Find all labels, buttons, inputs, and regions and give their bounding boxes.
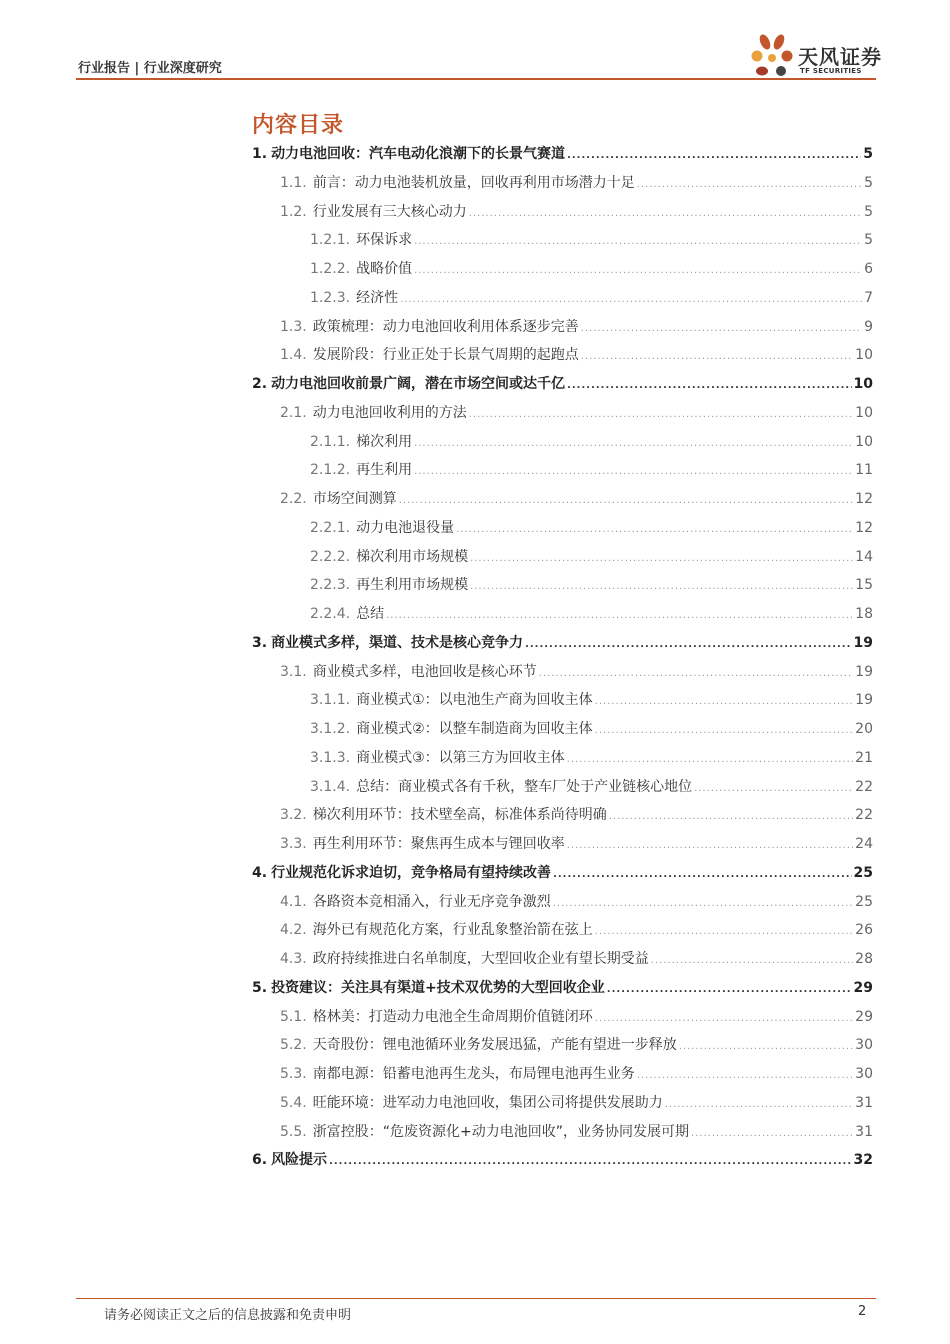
toc-dot-leader [414, 438, 853, 449]
toc-entry[interactable] [280, 402, 873, 422]
toc-entry-title: 梯次利用市场规模 [356, 548, 469, 565]
toc-dot-leader [553, 898, 853, 909]
toc-entry[interactable] [310, 776, 873, 796]
toc-entry-page: 29 [853, 979, 873, 996]
toc-entry-title: 商业模式多样，渠道、技术是核心竞争力 [271, 634, 524, 651]
toc-entry-number: 5.4. [280, 1094, 307, 1111]
toc-entry-page: 32 [853, 1152, 873, 1169]
toc-entry-title: 再生利用市场规模 [356, 577, 469, 594]
toc-entry-number: 3. [252, 634, 268, 651]
toc-dot-leader [665, 1099, 853, 1110]
toc-entry-number: 2.1.1. [310, 433, 351, 450]
toc-entry-page: 12 [855, 491, 873, 507]
toc-entry-title: 市场空间测算 [312, 491, 397, 507]
toc-entry-number: 3.1. [280, 663, 307, 680]
toc-entry[interactable] [252, 977, 873, 997]
toc-entry-number: 2.2. [280, 491, 307, 507]
toc-entry-number: 2.2.1. [310, 519, 351, 536]
toc-entry[interactable] [280, 891, 873, 911]
toc-dot-leader [609, 811, 853, 822]
toc-dot-leader [414, 265, 862, 276]
toc-dot-leader [414, 466, 853, 477]
toc-entry[interactable] [252, 143, 873, 163]
toc-entry-number: 1. [252, 146, 268, 162]
toc-dot-leader [694, 783, 853, 794]
toc-entry-page: 31 [855, 1094, 873, 1111]
footer-page-number: 2 [858, 1304, 867, 1319]
toc-entry-page: 22 [855, 778, 873, 795]
toc-entry-title: 旺能环境：进军动力电池回收，集团公司将提供发展助力 [312, 1094, 663, 1111]
toc-entry-number: 2.2.3. [310, 577, 351, 594]
toc-entry-title: 动力电池回收前景广阔，潜在市场空间或达千亿 [271, 376, 566, 392]
toc-entry[interactable] [280, 804, 873, 824]
toc-entry[interactable] [280, 1121, 873, 1141]
toc-entry-page: 25 [853, 864, 873, 881]
toc-entry-number: 2.1. [280, 404, 307, 421]
toc-entry-number: 2. [252, 376, 268, 392]
toc-dot-leader [386, 610, 853, 621]
toc-entry[interactable] [310, 229, 873, 249]
toc-entry-number: 1.2. [280, 203, 307, 220]
toc-entry-number: 2.1.2. [310, 462, 351, 479]
toc-dot-leader [595, 926, 853, 937]
toc-entry-number: 5.1. [280, 1008, 307, 1025]
toc-dot-leader [470, 581, 853, 592]
toc-entry-title: 总结：商业模式各有千秋，整车厂处于产业链核心地位 [356, 778, 693, 795]
toc-entry-number: 4.1. [280, 893, 307, 910]
report-category: 行业报告 | 行业深度研究 [78, 61, 222, 76]
toc-entry-number: 5. [252, 979, 268, 996]
toc-entry-title: 投资建议：关注具有渠道+技术双优势的大型回收企业 [271, 979, 605, 996]
toc-entry-page: 10 [855, 347, 873, 364]
toc-entry-number: 1.1. [280, 174, 307, 191]
toc-dot-leader [456, 524, 853, 535]
toc-entry-page: 6 [864, 261, 873, 277]
toc-entry-page: 10 [855, 404, 873, 421]
toc-dot-leader [469, 208, 862, 219]
toc-entry-title: 南都电源：铅蓄电池再生龙头，布局锂电池再生业务 [312, 1066, 635, 1082]
toc-entry-page: 10 [853, 376, 873, 392]
toc-entry-title: 梯次利用环节：技术壁垒高，标准体系尚待明确 [312, 807, 607, 824]
toc-entry[interactable] [280, 833, 873, 853]
toc-entry-number: 1.4. [280, 347, 307, 364]
toc-entry-page: 28 [855, 951, 873, 967]
toc-dot-leader [595, 696, 854, 707]
toc-entry[interactable] [310, 574, 873, 594]
toc-entry-page: 19 [855, 663, 873, 680]
toc-entry-title: 商业模式③：以第三方为回收主体 [356, 749, 565, 766]
toc-entry-page: 19 [855, 692, 873, 709]
logo-english-name: TF SECURITIES [800, 67, 862, 75]
toc-entry-page: 30 [855, 1066, 873, 1082]
toc-dot-leader [414, 236, 862, 247]
toc-entry-page: 5 [863, 146, 873, 162]
toc-title: 内容目录 [252, 113, 345, 138]
toc-entry-number: 1.2.3. [310, 289, 351, 306]
toc-entry-number: 1.2.2. [310, 261, 351, 277]
toc-entry-number: 4. [252, 864, 268, 881]
toc-entry-page: 9 [864, 318, 873, 335]
toc-entry[interactable] [310, 258, 873, 278]
toc-entry-page: 5 [864, 174, 873, 191]
company-logo [748, 30, 882, 82]
toc-entry[interactable] [252, 632, 873, 652]
toc-entry-page: 25 [855, 893, 873, 910]
toc-entry-number: 3.2. [280, 807, 307, 824]
toc-entry-page: 11 [855, 462, 873, 479]
toc-entry-number: 3.1.1. [310, 692, 351, 709]
toc-entry[interactable] [280, 919, 873, 939]
toc-entry-title: 商业模式多样，电池回收是核心环节 [312, 663, 537, 680]
toc-entry-number: 3.3. [280, 836, 307, 852]
toc-entry-title: 梯次利用 [356, 433, 413, 450]
toc-entry-number: 3.1.2. [310, 721, 351, 737]
toc-entry-title: 行业规范化诉求迫切，竞争格局有望持续改善 [271, 864, 552, 881]
toc-entry-page: 10 [855, 433, 873, 450]
toc-entry-number: 2.2.4. [310, 606, 351, 622]
toc-entry-title: 动力电池回收利用的方法 [312, 404, 467, 421]
toc-entry-number: 4.3. [280, 951, 307, 967]
toc-dot-leader [679, 1041, 853, 1052]
toc-entry[interactable] [280, 1063, 873, 1083]
footer-divider [76, 1298, 876, 1299]
footer-disclaimer: 请务必阅读正文之后的信息披露和免责申明 [104, 1308, 352, 1323]
toc-entry[interactable] [280, 172, 873, 192]
toc-entry[interactable] [310, 546, 873, 566]
toc-entry-page: 30 [855, 1037, 873, 1054]
toc-dot-leader [595, 1013, 853, 1024]
toc-dot-leader [553, 869, 851, 880]
toc-dot-leader [637, 179, 862, 190]
toc-entry-page: 7 [864, 289, 873, 306]
toc-entry[interactable] [280, 344, 873, 364]
toc-entry[interactable] [310, 517, 873, 537]
toc-entry[interactable] [280, 948, 873, 968]
toc-entry-title: 总结 [356, 606, 385, 622]
toc-entry[interactable] [310, 603, 873, 623]
toc-entry-title: 政府持续推进白名单制度，大型回收企业有望长期受益 [312, 951, 649, 967]
toc-entry[interactable] [310, 459, 873, 479]
toc-entry-page: 19 [853, 634, 873, 651]
toc-entry-title: 海外已有规范化方案，行业乱象整治箭在弦上 [312, 922, 593, 939]
toc-entry[interactable] [310, 718, 873, 738]
toc-entry-title: 天奇股份：锂电池循环业务发展迅猛，产能有望进一步释放 [312, 1037, 677, 1054]
toc-entry-page: 31 [855, 1123, 873, 1140]
toc-entry-number: 4.2. [280, 922, 307, 939]
toc-dot-leader [595, 725, 854, 736]
toc-dot-leader [567, 754, 854, 765]
toc-entry-title: 浙富控股：“危废资源化+动力电池回收”，业务协同发展可期 [312, 1123, 689, 1140]
toc-entry-title: 格林美：打造动力电池全生命周期价值链闭环 [312, 1008, 593, 1025]
toc-entry-title: 动力电池退役量 [356, 519, 455, 536]
toc-dot-leader [469, 409, 853, 420]
toc-entry-title: 各路资本竞相涌入，行业无序竞争激烈 [312, 893, 551, 910]
toc-entry-page: 26 [855, 922, 873, 939]
toc-entry[interactable] [310, 689, 873, 709]
toc-entry[interactable] [252, 373, 873, 393]
toc-dot-leader [567, 840, 853, 851]
toc-entry-number: 5.3. [280, 1066, 307, 1082]
toc-dot-leader [329, 1156, 851, 1167]
logo-chinese-name: 天风证券 [798, 45, 882, 69]
toc-dot-leader [567, 380, 851, 391]
toc-entry-title: 战略价值 [356, 261, 413, 277]
toc-dot-leader [691, 1128, 853, 1139]
toc-entry[interactable] [280, 1006, 873, 1026]
toc-entry-number: 1.2.1. [310, 232, 351, 249]
toc-entry-title: 经济性 [356, 289, 399, 306]
toc-entry-number: 1.3. [280, 318, 307, 335]
toc-entry[interactable] [252, 862, 873, 882]
toc-entry[interactable] [280, 316, 873, 336]
toc-entry[interactable] [280, 1092, 873, 1112]
toc-entry-page: 18 [855, 606, 873, 622]
toc-entry-page: 5 [864, 203, 873, 220]
toc-dot-leader [539, 668, 853, 679]
toc-entry-title: 环保诉求 [356, 232, 413, 249]
toc-dot-leader [637, 1070, 853, 1081]
toc-entry-number: 3.1.3. [310, 749, 351, 766]
toc-entry-page: 22 [855, 807, 873, 824]
toc-entry[interactable] [310, 431, 873, 451]
toc-entry-page: 21 [855, 749, 873, 766]
toc-dot-leader [651, 955, 853, 966]
toc-entry-title: 再生利用 [356, 462, 413, 479]
toc-dot-leader [567, 150, 861, 161]
flower-logo-icon [748, 30, 796, 82]
toc-entry-title: 发展阶段：行业正处于长景气周期的起跑点 [312, 347, 579, 364]
toc-entry[interactable] [280, 201, 873, 221]
toc-entry-page: 15 [855, 577, 873, 594]
toc-entry-number: 5.2. [280, 1037, 307, 1054]
toc-entry-number: 2.2.2. [310, 548, 351, 565]
toc-entry-page: 14 [855, 548, 873, 565]
toc-entry[interactable] [310, 747, 873, 767]
toc-dot-leader [400, 294, 862, 305]
toc-entry-title: 再生利用环节：聚焦再生成本与锂回收率 [312, 836, 565, 852]
toc-dot-leader [470, 553, 853, 564]
toc-dot-leader [525, 639, 851, 650]
toc-entry[interactable] [280, 661, 873, 681]
toc-entry[interactable] [252, 1149, 873, 1169]
toc-dot-leader [581, 323, 862, 334]
toc-entry-page: 29 [855, 1008, 873, 1025]
toc-entry-title: 动力电池回收：汽车电动化浪潮下的长景气赛道 [271, 146, 566, 162]
toc-entry-title: 风险提示 [271, 1152, 328, 1169]
toc-entry-title: 商业模式②：以整车制造商为回收主体 [356, 721, 593, 737]
toc-dot-leader [581, 351, 853, 362]
toc-entry-title: 行业发展有三大核心动力 [312, 203, 467, 220]
header-divider [76, 78, 876, 80]
toc-entry-title: 前言：动力电池装机放量，回收再利用市场潜力十足 [312, 174, 635, 191]
toc-entry-title: 商业模式①：以电池生产商为回收主体 [356, 692, 593, 709]
toc-entry-page: 12 [855, 519, 873, 536]
toc-entry[interactable] [280, 1034, 873, 1054]
toc-entry-number: 6. [252, 1152, 268, 1169]
toc-dot-leader [399, 495, 853, 506]
toc-dot-leader [607, 984, 852, 995]
toc-entry[interactable] [310, 287, 873, 307]
toc-entry[interactable] [280, 488, 873, 508]
toc-entry-page: 24 [855, 836, 873, 852]
toc-entry-title: 政策梳理：动力电池回收利用体系逐步完善 [312, 318, 579, 335]
toc-entry-page: 20 [855, 721, 873, 737]
toc-entry-number: 5.5. [280, 1123, 307, 1140]
toc-entry-page: 5 [864, 232, 873, 249]
toc-entry-number: 3.1.4. [310, 778, 351, 795]
